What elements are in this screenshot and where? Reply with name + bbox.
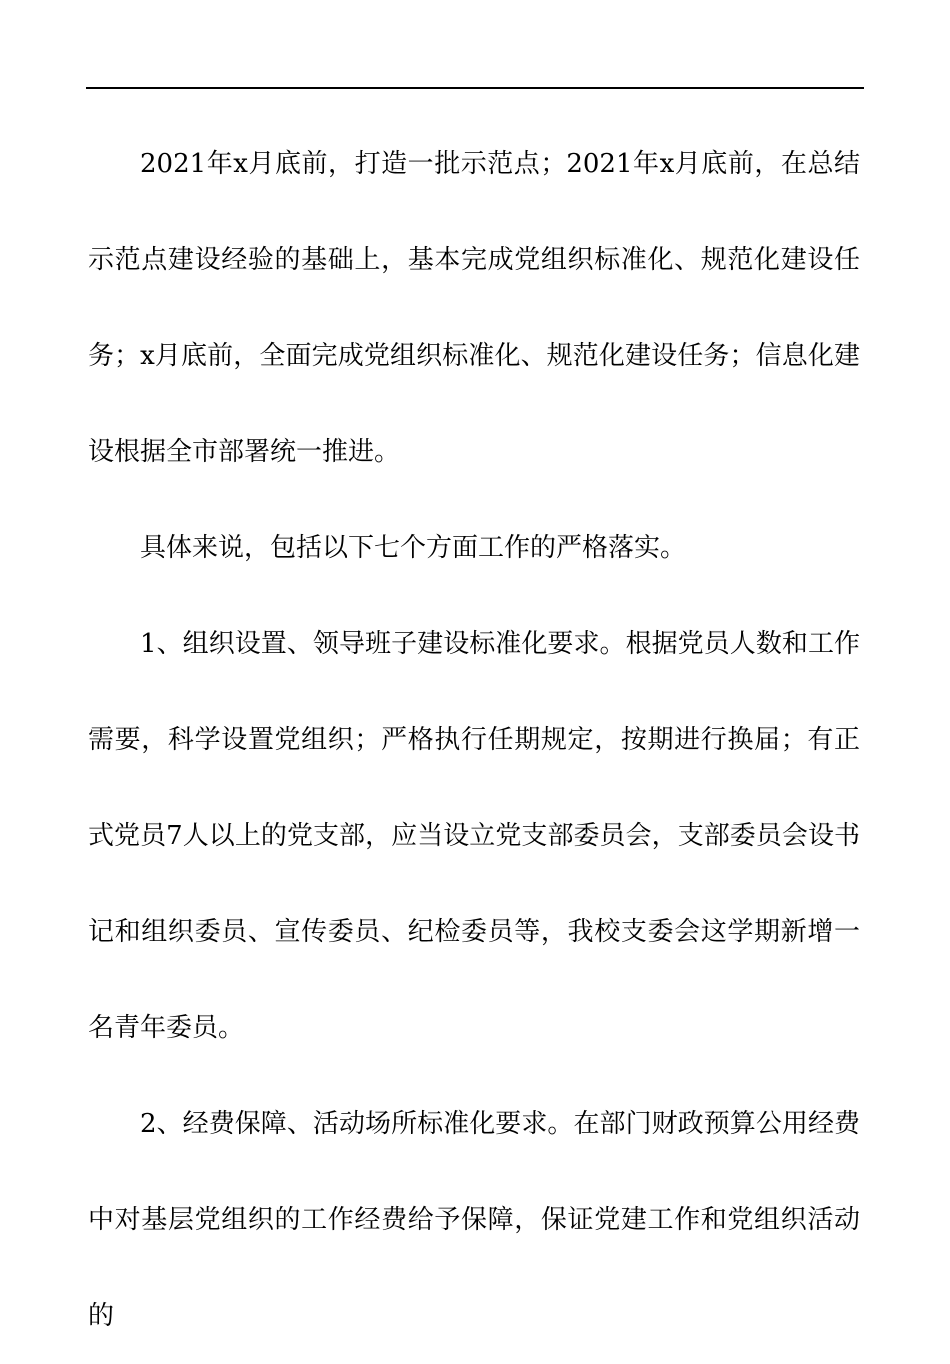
document-body — [88, 116, 860, 1364]
paragraph-overview: 具体来说，包括以下七个方面工作的严格落实。 — [140, 533, 687, 563]
header-rule — [86, 87, 864, 89]
paragraph-item-2: 2、经费保障、活动场所标准化要求。在部门财政预算公用经费中对基层党组织的工作经费给予保障，保证党建工作和党组织活动的 — [88, 1109, 860, 1331]
paragraph-timeline: 2021年x月底前，打造一批示范点；2021年x月底前，在总结示范点建设经验的基础上，基本完成党组织标准化、规范化建设任务；x月底前，全面完成党组织标准化、规范化建设任务；信息化建设根据全市部署统一推进。 — [88, 149, 860, 467]
paragraph-item-1: 1、组织设置、领导班子建设标准化要求。根据党员人数和工作需要，科学设置党组织；严格执行任期规定，按期进行换届；有正式党员7人以上的党支部，应当设立党支部委员会，支部委员会设书记和组织委员、宣传委员、纪检委员等，我校支委会这学期新增一名青年委员。 — [88, 629, 860, 1043]
